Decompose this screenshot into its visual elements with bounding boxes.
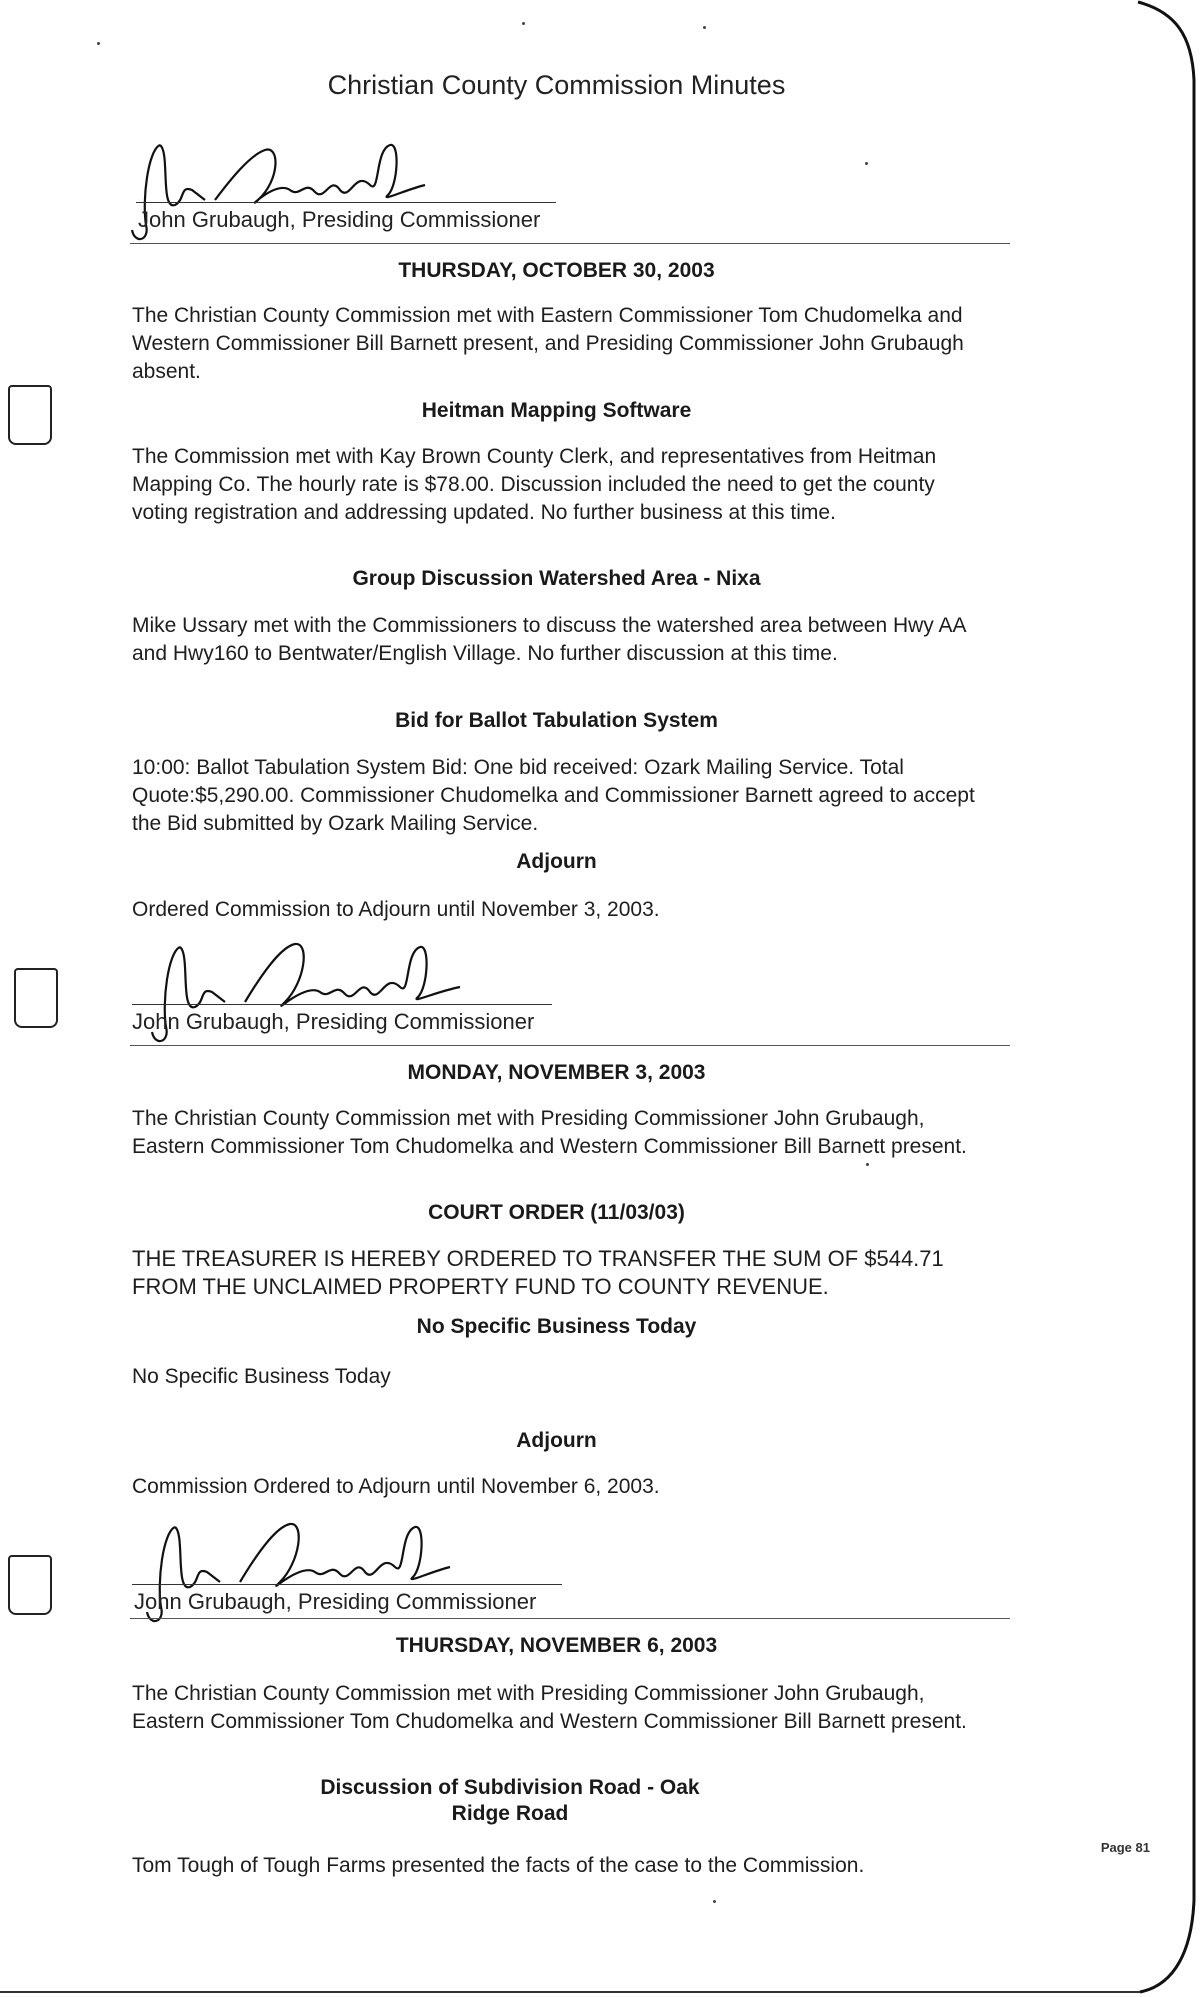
scan-speck [866, 1163, 869, 1166]
session-date: THURSDAY, NOVEMBER 6, 2003 [395, 1634, 718, 1657]
section-heading: Adjourn [516, 850, 597, 873]
section-divider [130, 1045, 1010, 1046]
section-heading: Discussion of Subdivision Road - Oak Ridge Road [320, 1776, 700, 1825]
section-heading: Group Discussion Watershed Area - Nixa [352, 567, 761, 590]
scan-speck [713, 1900, 716, 1903]
page-number: Page 81 [1100, 1840, 1150, 1855]
section-heading: Bid for Ballot Tabulation System [395, 709, 718, 732]
signature-caption: John Grubaugh, Presiding Commissioner [134, 1589, 537, 1614]
punch-hole-bottom [8, 1555, 52, 1615]
section-body: Mike Ussary met with the Commissioners to discuss the watershed area between Hwy AA and Hwy160 to Bentwater/English Village. No further discussion at this time. [132, 614, 966, 665]
signature-line [132, 1584, 562, 1585]
section-heading: Heitman Mapping Software [421, 399, 692, 422]
signature-block [130, 1522, 1010, 1612]
section-body: Tom Tough of Tough Farms presented the facts of the case to the Commission. [132, 1854, 865, 1877]
scan-speck [97, 42, 100, 45]
section-heading: No Specific Business Today [416, 1315, 697, 1338]
signature-caption: John Grubaugh, Presiding Commissioner [132, 1009, 535, 1034]
scan-speck [703, 26, 706, 29]
section-body: 10:00: Ballot Tabulation System Bid: One bid received: Ozark Mailing Service. Total Quote:$5,290.00. Commissioner Chudomelka and Commissioner Barnett agreed to accept the Bid submitted by Ozark Mailing Service. [132, 756, 975, 835]
section-divider [130, 243, 1010, 244]
court-order-body: THE TREASURER IS HEREBY ORDERED TO TRANSFER THE SUM OF $544.71 FROM THE UNCLAIMED PROPERTY FUND TO COUNTY REVENUE. [132, 1246, 944, 1299]
handwritten-signature [130, 1522, 510, 1632]
section-heading: COURT ORDER (11/03/03) [428, 1201, 685, 1224]
section-body: The Commission met with Kay Brown County Clerk, and representatives from Heitman Mapping Co. The hourly rate is $78.00. Discussion included the need to get the county voting registration and addressing updated. No further business at this time. [132, 445, 937, 524]
signature-block [130, 942, 1010, 1032]
signature-line [132, 1004, 552, 1005]
handwritten-signature [130, 140, 510, 250]
handwritten-signature [130, 942, 510, 1052]
session-intro: The Christian County Commission met with Presiding Commissioner John Grubaugh, Eastern Commissioner Tom Chudomelka and Western Commissioner Bill Barnett present. [132, 1107, 967, 1158]
signature-caption: John Grubaugh, Presiding Commissioner [138, 207, 541, 232]
signature-block [130, 140, 1010, 230]
section-body: No Specific Business Today [132, 1365, 391, 1388]
scan-speck [522, 22, 525, 25]
session-intro: The Christian County Commission met with Presiding Commissioner John Grubaugh, Eastern Commissioner Tom Chudomelka and Western Commissioner Bill Barnett present. [132, 1682, 967, 1733]
section-body: Commission Ordered to Adjourn until November 6, 2003. [132, 1475, 660, 1498]
section-body: Ordered Commission to Adjourn until November 3, 2003. [132, 898, 660, 921]
session-date: THURSDAY, OCTOBER 30, 2003 [398, 259, 715, 282]
signature-line [136, 202, 556, 203]
punch-hole-middle [14, 968, 58, 1028]
session-date: MONDAY, NOVEMBER 3, 2003 [407, 1061, 706, 1084]
document-title: Christian County Commission Minutes [327, 70, 786, 100]
punch-hole-top [8, 385, 52, 445]
section-heading: Adjourn [516, 1429, 597, 1452]
section-divider [130, 1618, 1010, 1619]
session-intro: The Christian County Commission met with Eastern Commissioner Tom Chudomelka and Western Commissioner Bill Barnett present, and Presiding Commissioner John Grubaugh absent. [132, 304, 964, 383]
